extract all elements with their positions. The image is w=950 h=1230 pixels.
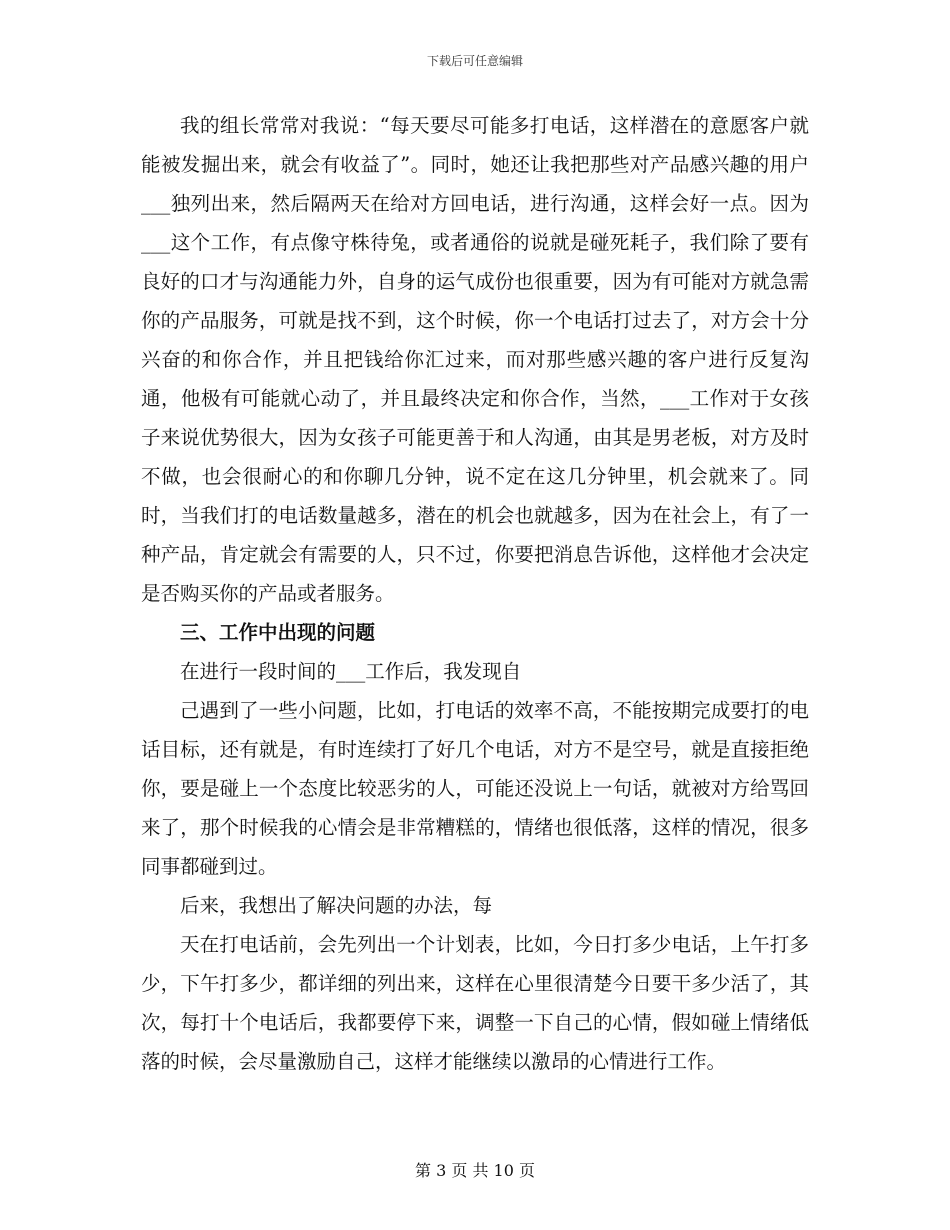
page-header: 下载后可任意编辑 [426, 54, 523, 68]
paragraph-3: 己遇到了一些小问题，比如，打电话的效率不高，不能按期完成要打的电话目标，还有就是，有时连续打了好几个电话，对方不是空号，就是直接拒绝你，要是碰上一个态度比较恶劣的人，可能还没说上一句话，就被对方给骂回来了，那个时候我的心情会是非常糟糕的，情绪也很低落，这样的情况，很多同事都碰到过。 [141, 699, 809, 878]
paragraph-4: 后来，我想出了解决问题的办法，每 [180, 894, 493, 917]
document-body [141, 106, 809, 1081]
section-heading-3: 三、工作中出现的问题 [180, 621, 376, 644]
paragraph-1: 我的组长常常对我说：“每天要尽可能多打电话，这样潜在的意愿客户就能被发掘出来，就会有收益了”。同时，她还让我把那些对产品感兴趣的用户___独列出来，然后隔两天在给对方回电话，进行沟通，这样会好一点。因为___这个工作，有点像守株待兔，或者通俗的说就是碰死耗子，我们除了要有良好的口才与沟通能力外，自身的运气成份也很重要，因为有可能对方就急需你的产品服务，可就是找不到，这个时候，你一个电话打过去了，对方会十分兴奋的和你合作，并且把钱给你汇过来，而对那些感兴趣的客户进行反复沟通，他极有可能就心动了，并且最终决定和你合作，当然，___工作对于女孩子来说优势很大，因为女孩子可能更善于和人沟通，由其是男老板，对方及时不做，也会很耐心的和你聊几分钟，说不定在这几分钟里，机会就来了。同时，当我们打的电话数量越多，潜在的机会也就越多，因为在社会上，有了一种产品，肯定就会有需要的人，只不过，你要把消息告诉他，这样他才会决定是否购买你的产品或者服务。 [141, 114, 809, 605]
paragraph-5: 天在打电话前，会先列出一个计划表，比如，今日打多少电话，上午打多少，下午打多少，都详细的列出来，这样在心里很清楚今日要干多少活了，其次，每打十个电话后，我都要停下来，调整一下自己的心情，假如碰上情绪低落的时候，会尽量激励自己，这样才能继续以激昂的心情进行工作。 [141, 933, 809, 1073]
page-number: 第 3 页 共 10 页 [415, 1161, 535, 1180]
paragraph-2: 在进行一段时间的___工作后，我发现自 [180, 660, 522, 683]
